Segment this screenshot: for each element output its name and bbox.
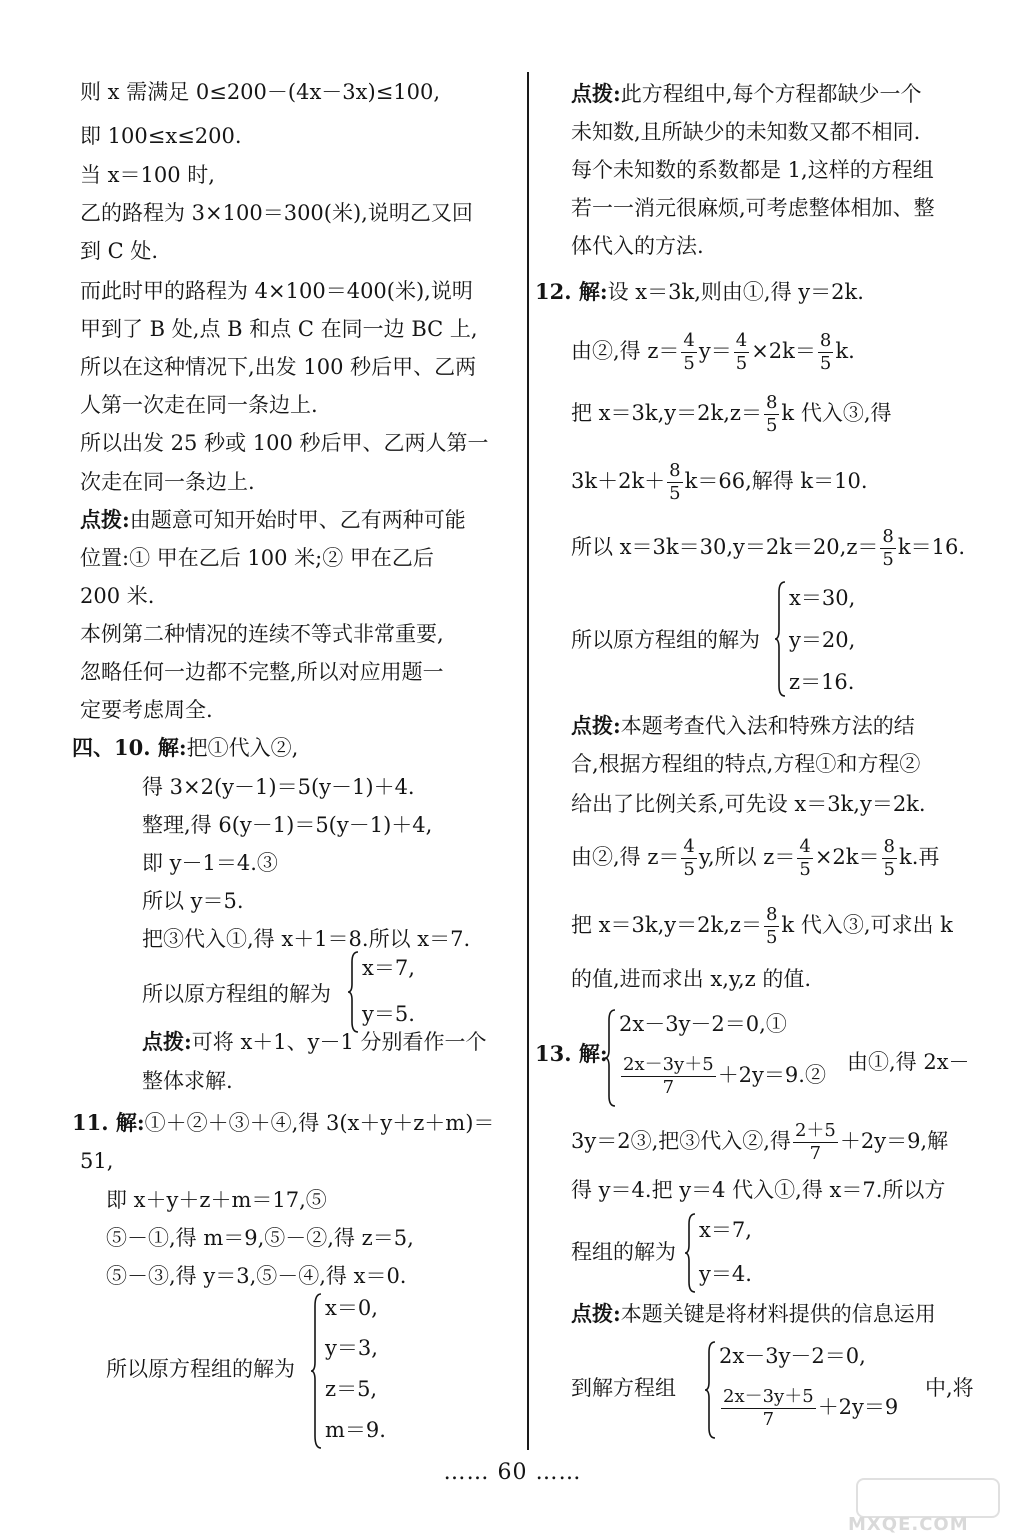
problem-text: 设 x＝3k,则由①,得 y＝2k.: [607, 280, 864, 304]
solution-prefix: 所以原方程组的解为: [142, 982, 331, 1006]
text-line: 每个未知数的系数都是 1,这样的方程组: [571, 158, 934, 182]
fraction: $\frac{2x-3y+5}{7}$: [723, 1386, 814, 1430]
problem-label: 11. 解:: [72, 1110, 145, 1135]
text-line: ⑤－①,得 m＝9,⑤－②,得 z＝5,: [106, 1226, 414, 1250]
equation-system: [775, 580, 895, 698]
equation: $\frac{2x-3y+5}{7}$ ＋2y＝9: [723, 1386, 899, 1430]
hint-label: 点拨:: [80, 507, 130, 532]
fraction: $\frac{8}{5}$: [819, 330, 832, 374]
hint-text: 本题关键是将材料提供的信息运用: [620, 1302, 936, 1326]
equation-line: 所以 x＝3k＝30,y＝2k＝20,z＝ $\frac{8}{5}$ k＝16.: [571, 526, 965, 570]
hint-label: 点拨:: [571, 1301, 621, 1326]
equation: y＝20,: [789, 628, 856, 652]
text-line: 整理,得 6(y－1)＝5(y－1)＋4,: [142, 813, 433, 837]
hint-text: 可将 x＋1、y－1 分别看作一个: [191, 1030, 487, 1054]
equation-line: 把 x＝3k,y＝2k,z＝ $\frac{8}{5}$ k 代入③,得: [571, 392, 892, 436]
hint-line: [571, 712, 915, 740]
fraction: $\frac{4}{5}$: [683, 836, 695, 880]
brace-icon: [348, 950, 358, 1034]
problem-10: [72, 734, 298, 762]
fraction: $\frac{8}{5}$: [669, 460, 681, 504]
text-line: 位置:① 甲在乙后 100 米;② 甲在乙后: [80, 546, 434, 570]
solution-prefix: 所以原方程组的解为: [571, 628, 760, 652]
text-line: 忽略任何一边都不完整,所以对应用题一: [80, 660, 444, 684]
column-divider: [527, 72, 529, 1450]
text-line: ⑤－③,得 y＝3,⑤－④,得 x＝0.: [106, 1264, 407, 1288]
solution-prefix: 所以原方程组的解为: [106, 1357, 295, 1381]
text-line: 到解方程组: [571, 1376, 676, 1400]
equation: x＝7,: [362, 956, 415, 980]
equation-line: 由②,得 z＝ $\frac{4}{5}$ y＝ $\frac{4}{5}$ ×2k＝ $\frac{8}{5}$ k.: [571, 330, 855, 374]
fraction: $\frac{8}{5}$: [765, 392, 778, 436]
equation-line: 由②,得 z＝ $\frac{4}{5}$ y,所以 z＝ $\frac{4}{5}$ ×2k＝ $\frac{8}{5}$ k.再: [571, 836, 940, 880]
hint-line: [571, 80, 921, 108]
text-line: 乙的路程为 3×100＝300(米),说明乙又回: [80, 201, 473, 225]
equation-system: [605, 1008, 845, 1108]
text-line: 而此时甲的路程为 4×100＝400(米),说明: [80, 279, 473, 303]
equation: x＝7,: [699, 1218, 752, 1242]
hint-label: 点拨:: [571, 713, 621, 738]
equation: y＝4.: [699, 1262, 752, 1286]
equation: 2x－3y－2＝0,①: [619, 1012, 787, 1036]
equation: 2x－3y－2＝0,: [719, 1344, 866, 1368]
hint-text: 由题意可知开始时甲、乙有两种可能: [129, 508, 466, 532]
text-line: 到 C 处.: [80, 239, 159, 263]
text-line: 即 100≤x≤200.: [80, 124, 242, 148]
problem-11: [72, 1109, 494, 1137]
equation: y＝3,: [325, 1336, 378, 1360]
text-line: 所以在这种情况下,出发 100 秒后甲、乙两: [80, 355, 477, 379]
text-line: 当 x＝100 时,: [80, 163, 215, 187]
equation-system: [685, 1212, 795, 1294]
page-number: …… 60 ……: [443, 1460, 582, 1485]
text-line: 把③代入①,得 x＋1＝8.所以 x＝7.: [142, 927, 471, 951]
text-line: 本例第二种情况的连续不等式非常重要,: [80, 622, 444, 646]
hint-label: 点拨:: [571, 81, 621, 106]
hint-label: 点拨:: [142, 1029, 192, 1054]
text-line: 若一一消元很麻烦,可考虑整体相加、整: [571, 196, 935, 220]
problem-12: [535, 278, 864, 306]
equation: x＝30,: [789, 586, 856, 610]
text-line: 人第一次走在同一条边上.: [80, 393, 318, 417]
problem-label: 四、10. 解:: [72, 735, 187, 760]
watermark-badge-icon: [856, 1478, 1000, 1518]
equation-system: [348, 950, 458, 1034]
text-line: 由①,得 2x－: [847, 1050, 970, 1074]
brace-icon: [311, 1292, 321, 1450]
hint-line: [142, 1028, 487, 1056]
equation-system: [705, 1340, 935, 1440]
text-line: 得 y＝4.把 y＝4 代入①,得 x＝7.所以方: [571, 1178, 946, 1202]
problem-13-label: 13. 解:: [535, 1041, 608, 1066]
text-line: 甲到了 B 处,点 B 和点 C 在同一边 BC 上,: [80, 317, 478, 341]
text-line: 合,根据方程组的特点,方程①和方程②: [571, 752, 921, 776]
brace-icon: [685, 1212, 695, 1294]
text-line: 次走在同一条边上.: [80, 470, 255, 494]
text-line: 整体求解.: [142, 1069, 233, 1093]
equation: $\frac{2x-3y+5}{7}$ ＋2y＝9.②: [623, 1054, 826, 1098]
text-line: 所以出发 25 秒或 100 秒后甲、乙两人第一: [80, 431, 489, 455]
brace-icon: [775, 580, 785, 698]
text-line: 的值,进而求出 x,y,z 的值.: [571, 967, 812, 991]
watermark-logo: [848, 1478, 1008, 1534]
hint-line: [80, 506, 466, 534]
text-line: 200 米.: [80, 584, 155, 608]
fraction: $\frac{4}{5}$: [683, 330, 695, 374]
text-line: 所以 y＝5.: [142, 889, 244, 913]
equation-system: [311, 1292, 431, 1450]
text-line: 即 x＋y＋z＋m＝17,⑤: [106, 1188, 327, 1212]
equation-line: 3y＝2③,把③代入②,得 $\frac{2+5}{7}$ ＋2y＝9,解: [571, 1120, 949, 1164]
hint-line: [571, 1300, 936, 1328]
fraction: $\frac{2+5}{7}$: [794, 1120, 836, 1164]
hint-text: 此方程组中,每个方程都缺少一个: [620, 82, 922, 106]
hint-text: 本题考查代入法和特殊方法的结: [620, 714, 915, 738]
equation-line: 把 x＝3k,y＝2k,z＝ $\frac{8}{5}$ k 代入③,可求出 k: [571, 904, 953, 948]
equation: y＝5.: [362, 1002, 415, 1026]
text-line: 给出了比例关系,可先设 x＝3k,y＝2k.: [571, 792, 926, 816]
text-line: 得 3×2(y－1)＝5(y－1)＋4.: [142, 775, 415, 799]
problem-text: ①＋②＋③＋④,得 3(x＋y＋z＋m)＝: [144, 1111, 495, 1135]
fraction: $\frac{4}{5}$: [735, 330, 748, 374]
equation: z＝16.: [789, 670, 855, 694]
equation: z＝5,: [325, 1377, 378, 1401]
text-line: 则 x 需满足 0≤200－(4x－3x)≤100,: [80, 80, 441, 104]
fraction: $\frac{8}{5}$: [882, 526, 894, 570]
equation-line: 3k＋2k＋ $\frac{8}{5}$ k＝66,解得 k＝10.: [571, 460, 868, 504]
solution-prefix: 程组的解为: [571, 1240, 676, 1264]
fraction: $\frac{4}{5}$: [799, 836, 811, 880]
problem-text: 把①代入②,: [186, 736, 299, 760]
watermark-text: MXQE.COM: [848, 1514, 969, 1535]
brace-icon: [705, 1340, 715, 1440]
brace-icon: [605, 1008, 615, 1108]
text-line: 即 y－1＝4.③: [142, 851, 278, 875]
text-line: 中,将: [925, 1376, 974, 1400]
equation: x＝0,: [325, 1296, 378, 1320]
fraction: $\frac{8}{5}$: [765, 904, 778, 948]
problem-label: 12. 解:: [535, 279, 608, 304]
fraction: $\frac{2x-3y+5}{7}$: [623, 1054, 714, 1098]
equation: m＝9.: [325, 1418, 386, 1442]
fraction: $\frac{8}{5}$: [883, 836, 895, 880]
text-line: 未知数,且所缺少的未知数又都不相同.: [571, 120, 921, 144]
text-line: 51,: [80, 1149, 114, 1173]
text-line: 体代入的方法.: [571, 234, 704, 258]
text-line: 定要考虑周全.: [80, 698, 213, 722]
